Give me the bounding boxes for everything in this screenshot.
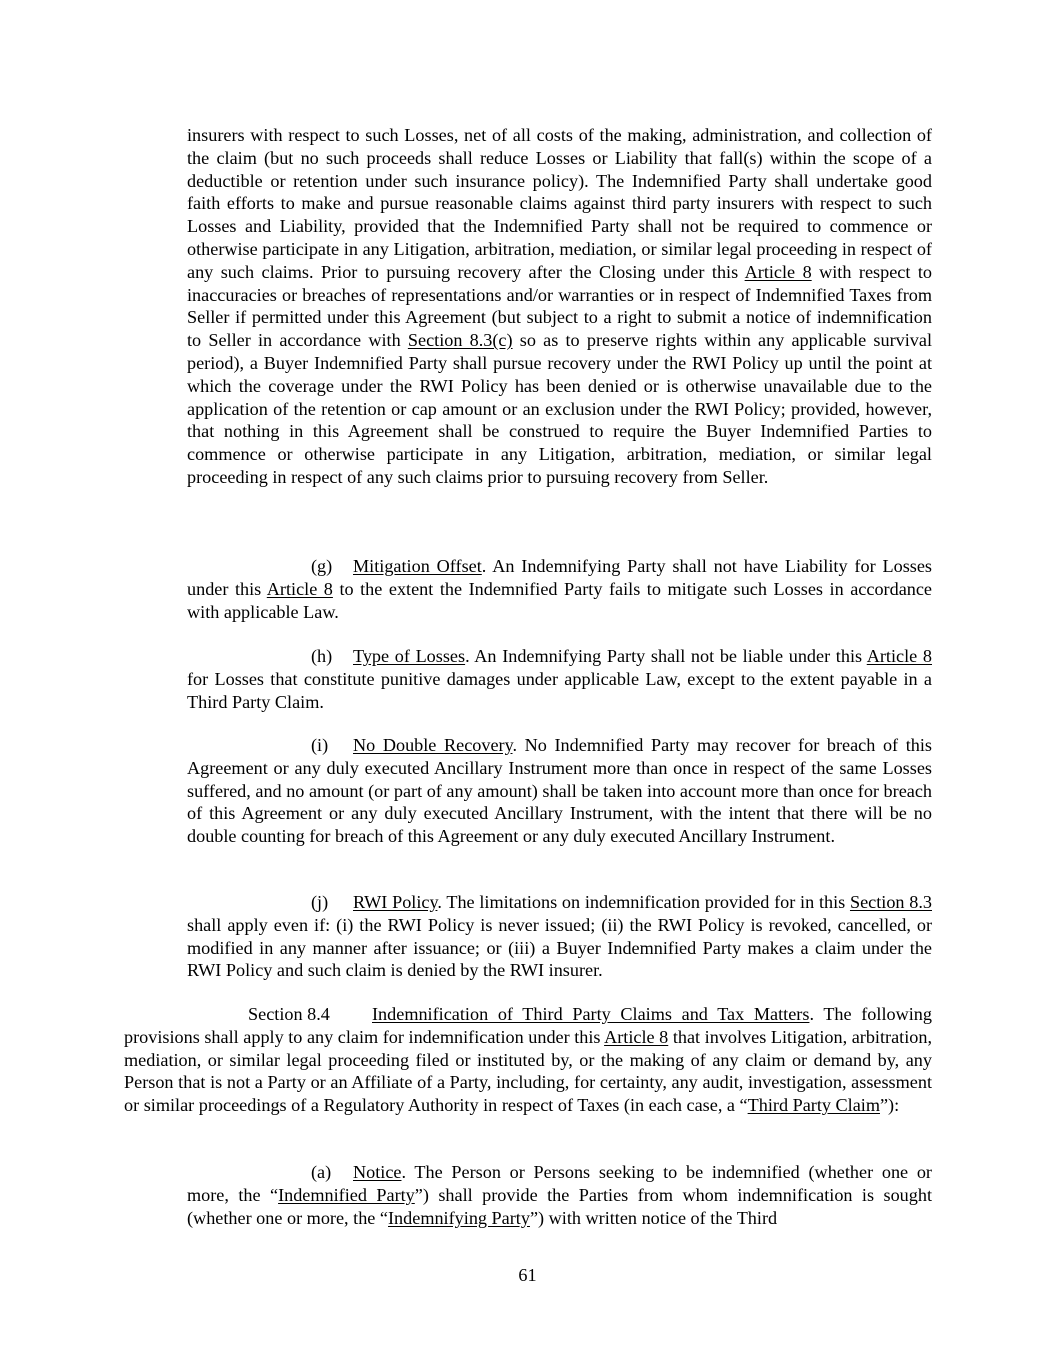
subsection-g-mitigation-offset: (g) Mitigation Offset. An Indemnifying Party shall not have Liability for Losses under this Article 8 to the extent the Indemnified Party fails to mitigate such Losses in accordance with applicable Law. bbox=[187, 556, 933, 622]
subsection-heading: Mitigation Offset bbox=[353, 556, 482, 576]
subsection-heading: Notice bbox=[353, 1162, 402, 1182]
subsection-number: (h) bbox=[311, 646, 333, 666]
subsection-number: (i) bbox=[311, 735, 329, 755]
subsection-heading: No Double Recovery bbox=[353, 735, 513, 755]
article-8-reference: Article 8 bbox=[604, 1026, 669, 1047]
subsection-a-notice: (a) Notice. The Person or Persons seeking to be indemnified (whether one or more, the “Indemnified Party”) shall provide the Parties from whom indemnification is sought (whether one or more, the “Indemnifying Party”) with written notice of the Third bbox=[187, 1162, 932, 1228]
subsection-h-type-of-losses: (h) Type of Losses. An Indemnifying Party shall not be liable under this Article 8 for Losses that constitute punitive damages under applicable Law, except to the extent payable in a Third Party Claim. bbox=[187, 646, 932, 712]
page-number: 61 bbox=[518, 1265, 537, 1285]
subsection-j-rwi-policy: (j) RWI Policy. The limitations on indemnification provided for in this Section 8.3 shall apply even if: (i) the RWI Policy is never issued; (ii) the RWI Policy is revoked, cancelled, or modified in any manner after issuance; or (iii) a Buyer Indemnified Party makes a claim under the RWI Policy and such claim is denied by the RWI insurer. bbox=[187, 892, 932, 981]
indemnifying-party-term: Indemnifying Party bbox=[388, 1207, 530, 1228]
article-8-reference: Article 8 bbox=[266, 578, 333, 599]
subsection-number: (a) bbox=[311, 1162, 332, 1182]
section-8-4-third-party-claims: Section 8.4 Indemnification of Third Party Claims and Tax Matters. The following provisions shall apply to any claim for indemnification under this Article 8 that involves Litigation, arbitration, mediation, or similar legal proceeding filed or instituted by, or the making of any claim or demand by, any Person that is not a Party or an Affiliate of a Party, including, for certainty, any audit, investigation, assessment or similar proceedings of a Regulatory Authority in respect of Taxes (in each case, a “Third Party Claim”): bbox=[124, 1004, 932, 1116]
section-number: Section 8.4 bbox=[248, 1004, 330, 1024]
subsection-i-no-double-recovery: (i) No Double Recovery. No Indemnified Party may recover for breach of this Agreement or any duly executed Ancillary Instrument more than once in respect of the same Losses suffered, and no amount (or part of any amount) shall be taken into account more than once for breach of this Agreement or any duly executed Ancillary Instrument, with the intent that there will be no double counting for breach of this Agreement or any duly executed Ancillary Instrument. bbox=[187, 735, 932, 847]
section-8-3-c-reference: Section 8.3(c) bbox=[407, 330, 513, 351]
section-8-3-reference: Section 8.3 bbox=[849, 892, 932, 912]
subsection-heading: Type of Losses bbox=[353, 646, 466, 666]
subsection-number: (g) bbox=[311, 556, 333, 576]
third-party-claim-term: Third Party Claim bbox=[747, 1095, 880, 1116]
article-8-reference: Article 8 bbox=[866, 646, 932, 666]
section-heading: Indemnification of Third Party Claims and Tax Matters bbox=[372, 1004, 810, 1024]
paragraph-insurance-recovery: insurers with respect to such Losses, net of all costs of the making, administration, and collection of the claim (but no such proceeds shall reduce Losses or Liability that fall(s) within the scope of a deductible or retention under such insurance policy). The Indemnified Party shall undertake good faith efforts to make and pursue reasonable claims against third party insurers with respect to such Losses and Liability, provided that the Indemnified Party shall not be required to commence or otherwise participate in any Litigation, arbitration, mediation, or similar legal proceeding in respect of any such claims. Prior to pursuing recovery after the Closing under this Article 8 with respect to inaccuracies or breaches of representations and/or warranties or in respect of Indemnified Taxes from Seller if permitted under this Agreement (but subject to a right to submit a notice of indemnification to Seller in accordance with Section 8.3(c) so as to preserve rights within any applicable survival period), a Buyer Indemnified Party shall pursue recovery under the RWI Policy up until the point at which the coverage under the RWI Policy has been denied or is otherwise unavailable due to the application of the retention or cap amount or an exclusion under the RWI Policy; provided, however, that nothing in this Agreement shall be construed to require the Buyer Indemnified Parties to commence or otherwise participate in any Litigation, arbitration, mediation, or similar legal proceeding in respect of any such claims prior to pursuing recovery from Seller. bbox=[187, 125, 932, 487]
subsection-heading: RWI Policy bbox=[353, 892, 438, 912]
indemnified-party-term: Indemnified Party bbox=[278, 1184, 415, 1205]
article-8-reference: Article 8 bbox=[744, 261, 812, 282]
subsection-number: (j) bbox=[311, 892, 329, 912]
